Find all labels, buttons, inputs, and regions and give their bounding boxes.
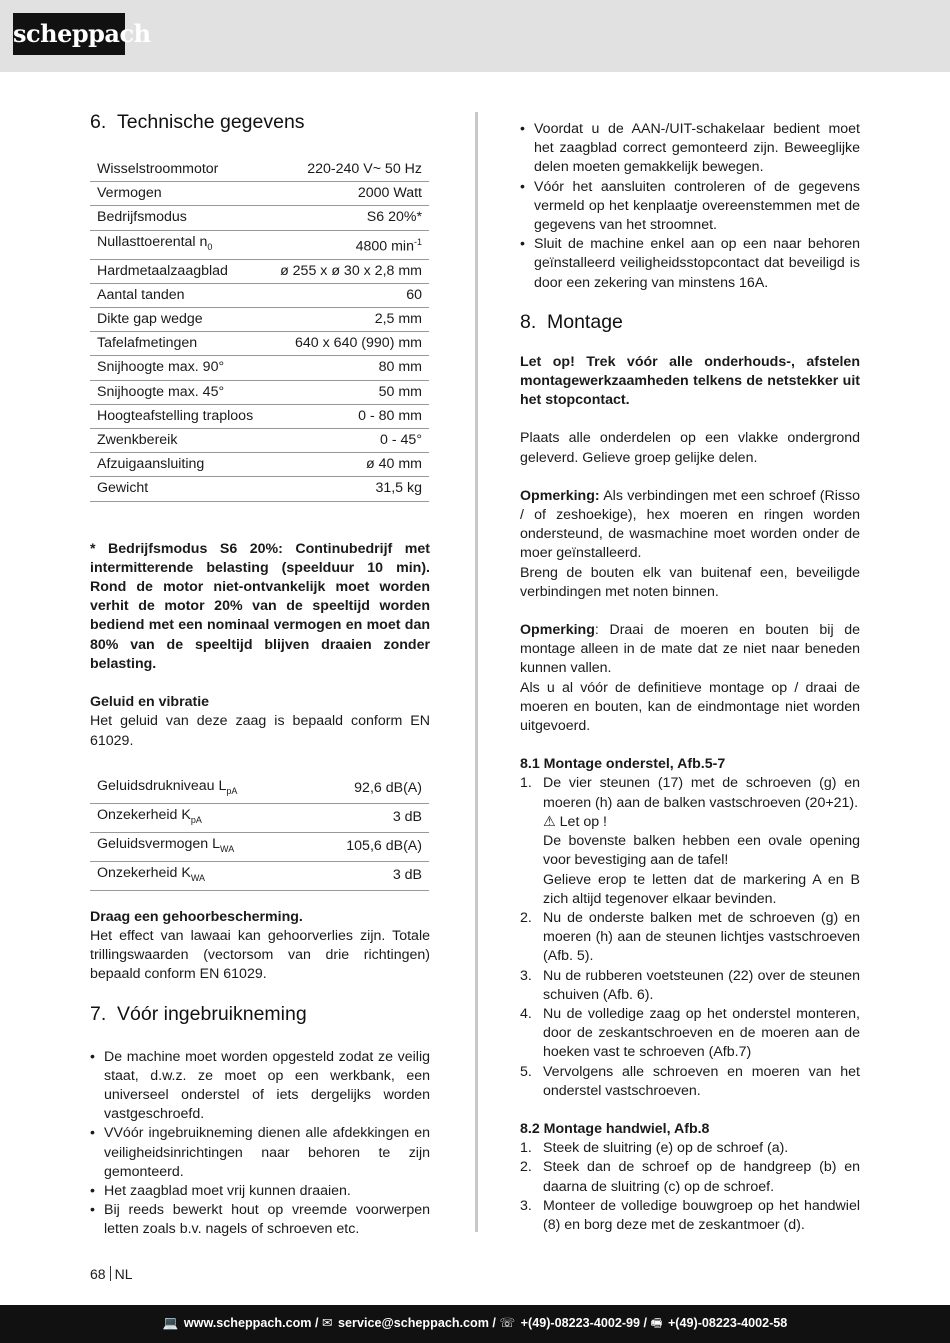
section-number: 6. [90,111,107,133]
column-divider [475,112,478,1232]
item-line: Nu de onderste balken met de schroeven (g) en moeren (h) aan de steunen lichtjes vastschroeven (Afb. 5). [543,909,860,965]
bullet-item: • Sluit de machine enkel aan op een naar behoren geïnstalleerd veiligheidsstopcontact dat beveiligd is door een zekering van minstens 16A. [520,235,860,293]
envelope-icon: ✉ [321,1316,333,1330]
remark-text: Als verbindingen met een schroef (Risso / of zeshoekige), hex moeren en ringen worden ondersteund, de wasmachine moet worden onder de moer geïnstalleerd. [520,487,860,562]
spec-value: 105,6 dB(A) [346,838,422,855]
phone-number: +(49)-08223-4002-99 / [520,1316,648,1330]
item-number: 3. [520,967,532,984]
spec-label: Snijhoogte max. 90° [97,359,225,376]
computer-icon: 💻 [162,1316,179,1330]
spec-row [90,308,429,332]
spec-value: 2,5 mm [374,311,422,328]
item-number: 1. [520,775,532,792]
spec-label: Tafelafmetingen [97,335,198,352]
spec-label: Onzekerheid K [97,806,191,823]
spec-label: Snijhoogte max. 45° [97,383,225,400]
spec-value-cell [267,182,429,206]
spec-label: Geluidsvermogen L [97,835,221,852]
numbered-item [520,1139,860,1158]
spec-value: 92,6 dB(A) [354,780,422,797]
spec-label: Hoogteafstelling traploos [97,407,254,424]
numbered-item [520,1005,860,1063]
remark-text: : Draai de moeren en bouten bij de montage alleen in de mate dat ze niet naar beneden kunnen vallen. [520,622,860,677]
spec-value-cell [267,283,429,307]
left-column [90,110,430,1240]
spec-label-cell [90,453,267,477]
spec-value-cell [267,380,429,404]
spec-value-cell [304,775,429,804]
contact-bar [0,1305,950,1343]
s6-note: * Bedrijfsmodus S6 20%: Continubedrijf met intermitterende belasting (speelduur 10 min). Rond de motor niet-ontvankelijk moet worden verhit de motor 20% van de speeltijd worden bediend met een nominaal vermogen en moet dan 80% van de speeltijd blijven draaien zonder belasting. [90,540,430,672]
section-title: Vóór ingebruikneming [117,1002,307,1025]
right-column [520,120,860,1235]
subsection-8-2-heading: 8.2 Montage handwiel, Afb.8 [520,1120,710,1137]
spec-value-cell [267,453,429,477]
spec-label-cell [90,404,267,428]
website-link[interactable]: www.scheppach.com / [183,1316,319,1330]
spec-row [90,429,429,453]
spec-label-subscript: 0 [207,241,213,252]
spec-row [90,356,429,380]
item-line: Steek de sluitring (e) op de schroef (a). [543,1140,789,1157]
spec-value: 3 dB [392,867,422,884]
numbered-item [520,1158,860,1196]
page-footer [90,1266,132,1282]
section-title: Montage [547,310,623,333]
remark-2-cont: Als u al vóór de definitieve montage op / draai de moeren en bouten, kan de eindmontage niet worden uitgevoerd. [520,679,860,735]
section-number: 7. [90,1002,107,1025]
spec-row [90,230,429,259]
spec-label-cell [90,182,267,206]
spec-label-cell [90,775,304,804]
header-band [0,0,950,72]
spec-row [90,182,429,206]
telephone-icon: ☏ [499,1316,516,1330]
section-6-heading [90,110,430,134]
spec-label: Bedrijfsmodus [97,209,187,226]
spec-row [90,380,429,404]
bullet-item: • Bij reeds bewerkt hout op vreemde voorwerpen letten zoals b.v. nagels of schroeven etc. [90,1201,430,1239]
spec-label: Wisselstroommotor [97,161,219,177]
item-line: De bovenste balken hebben een ovale opening voor bevestiging aan de tafel! [543,833,860,869]
section-7-list [90,1048,430,1240]
spec-label-cell [90,206,267,230]
spec-value: S6 20%* [366,209,422,226]
numbered-item [520,967,860,1005]
remark-2 [520,621,860,679]
remark-label: Opmerking: [520,487,600,504]
noise-row [90,803,429,832]
subsection-8-1-list [520,774,860,1100]
bullet-item: • Vóór het aansluiten controleren of de gegevens vermeld op het kenplaatje overeenstemmen met de gegevens van het stroomnet. [520,178,860,236]
spec-row [90,283,429,307]
item-number: 3. [520,1197,532,1214]
language-code: NL [114,1266,133,1282]
spec-value-cell [267,206,429,230]
item-line: Steek dan de schroef op de handgreep (b) en daarna de sluitring (c) op de schroef. [543,1159,860,1195]
subsection-8-1-heading: 8.1 Montage onderstel, Afb.5-7 [520,756,726,773]
spec-label-cell [90,861,304,890]
spec-label: Dikte gap wedge [97,311,203,328]
spec-label-subscript: pA [226,785,238,796]
spec-label: Gewicht [97,480,149,497]
hearing-text: Het effect van lawaai kan gehoorverlies zijn. Totale trillingswaarden (vectorsom van drie richtingen) bepaald conform EN 61029. [90,928,430,983]
spec-value: 3 dB [392,809,422,826]
spec-value-cell [267,404,429,428]
spec-row [90,477,429,501]
spec-label-cell [90,283,267,307]
remark-1-cont: Breng de bouten elk van buitenaf een, beveiligde verbindingen met noten binnen. [520,564,860,600]
spec-label: Nullasttoerental n [97,233,208,250]
spec-label: Vermogen [97,185,162,202]
spec-label-cell [90,429,267,453]
spec-label-subscript: WA [190,872,206,883]
spec-row [90,158,429,182]
spec-value: 60 [406,286,422,303]
item-line: Nu de volledige zaag op het onderstel monteren, door de zeskantschroeven en de moeren aan de hoeken vast te schroeven (Afb.7) [543,1005,860,1061]
spec-value-cell [267,429,429,453]
noise-row [90,832,429,861]
divider [110,1266,111,1281]
spec-value: 0 - 80 mm [358,407,422,424]
section-number: 8. [520,310,537,333]
page-number: 68 [90,1266,106,1282]
item-line: ⚠ Let op ! [543,813,607,830]
subsection-8-2-list [520,1139,860,1235]
spec-label-cell [90,477,267,501]
spec-label-cell [90,380,267,404]
item-number: 2. [520,1159,532,1176]
remark-1 [520,487,860,564]
noise-row [90,775,429,804]
spec-label: Zwenkbereik [97,432,178,449]
item-number: 5. [520,1063,532,1080]
spec-label-cell [90,230,267,259]
spec-value-cell [304,803,429,832]
spec-label-cell [90,259,267,283]
noise-heading: Geluid en vibratie [90,694,210,711]
spec-value: ø 255 x ø 30 x 2,8 mm [280,262,422,279]
section-7-list-continued [520,120,860,293]
spec-row [90,206,429,230]
spec-value: 640 x 640 (990) mm [295,335,422,352]
item-number: 1. [520,1140,532,1157]
spec-value: 2000 Watt [357,185,422,202]
spec-row [90,259,429,283]
bullet-item: • VVóór ingebruikneming dienen alle afdekkingen en veiligheidsinrichtingen naar behoren te zijn gemonteerd. [90,1124,430,1182]
item-line: Monteer de volledige bouwgroep op het handwiel (8) en borg deze met de zeskantmoer (d). [543,1197,860,1233]
numbered-item [520,909,860,967]
spec-label-cell [90,332,267,356]
spec-value-cell [267,356,429,380]
spec-value-cell [267,477,429,501]
section-title: Technische gegevens [117,111,305,133]
spec-value: 0 - 45° [380,432,422,449]
mains-plug-warning: Let op! Trek vóór alle onderhouds-, afstelen montagewerkzaamheden telkens de netstekker uit het stopcontact. [520,353,860,409]
spec-value-cell [267,230,429,259]
section-7-heading [90,1002,430,1026]
email-link[interactable]: service@scheppach.com / [338,1316,496,1330]
noise-text: Het geluid van deze zaag is bepaald conform EN 61029. [90,713,430,749]
spec-row [90,453,429,477]
section-8-heading [520,310,860,334]
scheppach-logo: scheppach [13,13,125,55]
bullet-item: • De machine moet worden opgesteld zodat ze veilig staat, d.w.z. ze moet op een werkbank, een universeel onderstel of iets dergelijks worden vastgeschroefd. [90,1048,430,1125]
item-line: Vervolgens alle schroeven en moeren van het onderstel vastschroeven. [543,1063,860,1099]
spec-value-cell [267,259,429,283]
spec-value: 4800 min [355,238,414,255]
spec-label-subscript: WA [220,843,235,854]
spec-label-cell [90,356,267,380]
remark-label: Opmerking [520,622,595,639]
spec-value: 50 mm [378,383,422,400]
spec-label-cell [90,803,304,832]
bullet-item: • Het zaagblad moet vrij kunnen draaien. [90,1182,430,1201]
hearing-protection-note: Draag een gehoorbescherming. [90,908,303,925]
spec-label: Geluidsdrukniveau L [97,777,227,794]
spec-value-cell [267,308,429,332]
item-line: Gelieve erop te letten dat de markering A en B zich altijd tegenover elkaar bevinden. [543,871,860,907]
bullet-item: • Voordat u de AAN-/UIT-schakelaar bedient moet het zaagblad correct gemonteerd zijn. Beweeglijke delen moeten gemakkelijk bewegen. [520,120,860,178]
item-number: 4. [520,1005,532,1022]
placement-text: Plaats alle onderdelen op een vlakke ondergrond geleverd. Gelieve groep gelijke delen. [520,430,860,466]
noise-row [90,861,429,890]
spec-label-cell [90,158,267,182]
spec-label-cell [90,308,267,332]
spec-value-cell [267,332,429,356]
spec-label-subscript: pA [190,814,202,825]
spec-value-cell [304,861,429,890]
spec-value-superscript: -1 [413,236,422,247]
spec-value-cell [267,158,429,182]
item-line: De vier steunen (17) met de schroeven (g) en moeren (h) aan de balken vastschroeven (20+21). [543,775,860,811]
numbered-item [520,774,860,908]
spec-table [90,158,429,502]
item-number: 2. [520,909,532,926]
spec-value-cell [304,832,429,861]
fax-icon: 🖷 [650,1316,663,1330]
noise-table [90,775,429,891]
fax-number: +(49)-08223-4002-58 [667,1316,788,1330]
spec-label: Onzekerheid K [97,864,191,881]
spec-label: Aantal tanden [97,286,185,303]
spec-row [90,332,429,356]
numbered-item [520,1063,860,1101]
spec-label: Hardmetaalzaagblad [97,262,228,279]
spec-label: Afzuigaansluiting [97,456,205,473]
spec-value: ø 40 mm [366,456,422,473]
numbered-item [520,1197,860,1235]
spec-row [90,404,429,428]
item-line: Nu de rubberen voetsteunen (22) over de steunen schuiven (Afb. 6). [543,967,860,1003]
spec-value: 31,5 kg [375,480,422,497]
spec-label-cell [90,832,304,861]
spec-value: 80 mm [378,359,422,376]
spec-value: 220-240 V~ 50 Hz [307,161,422,177]
